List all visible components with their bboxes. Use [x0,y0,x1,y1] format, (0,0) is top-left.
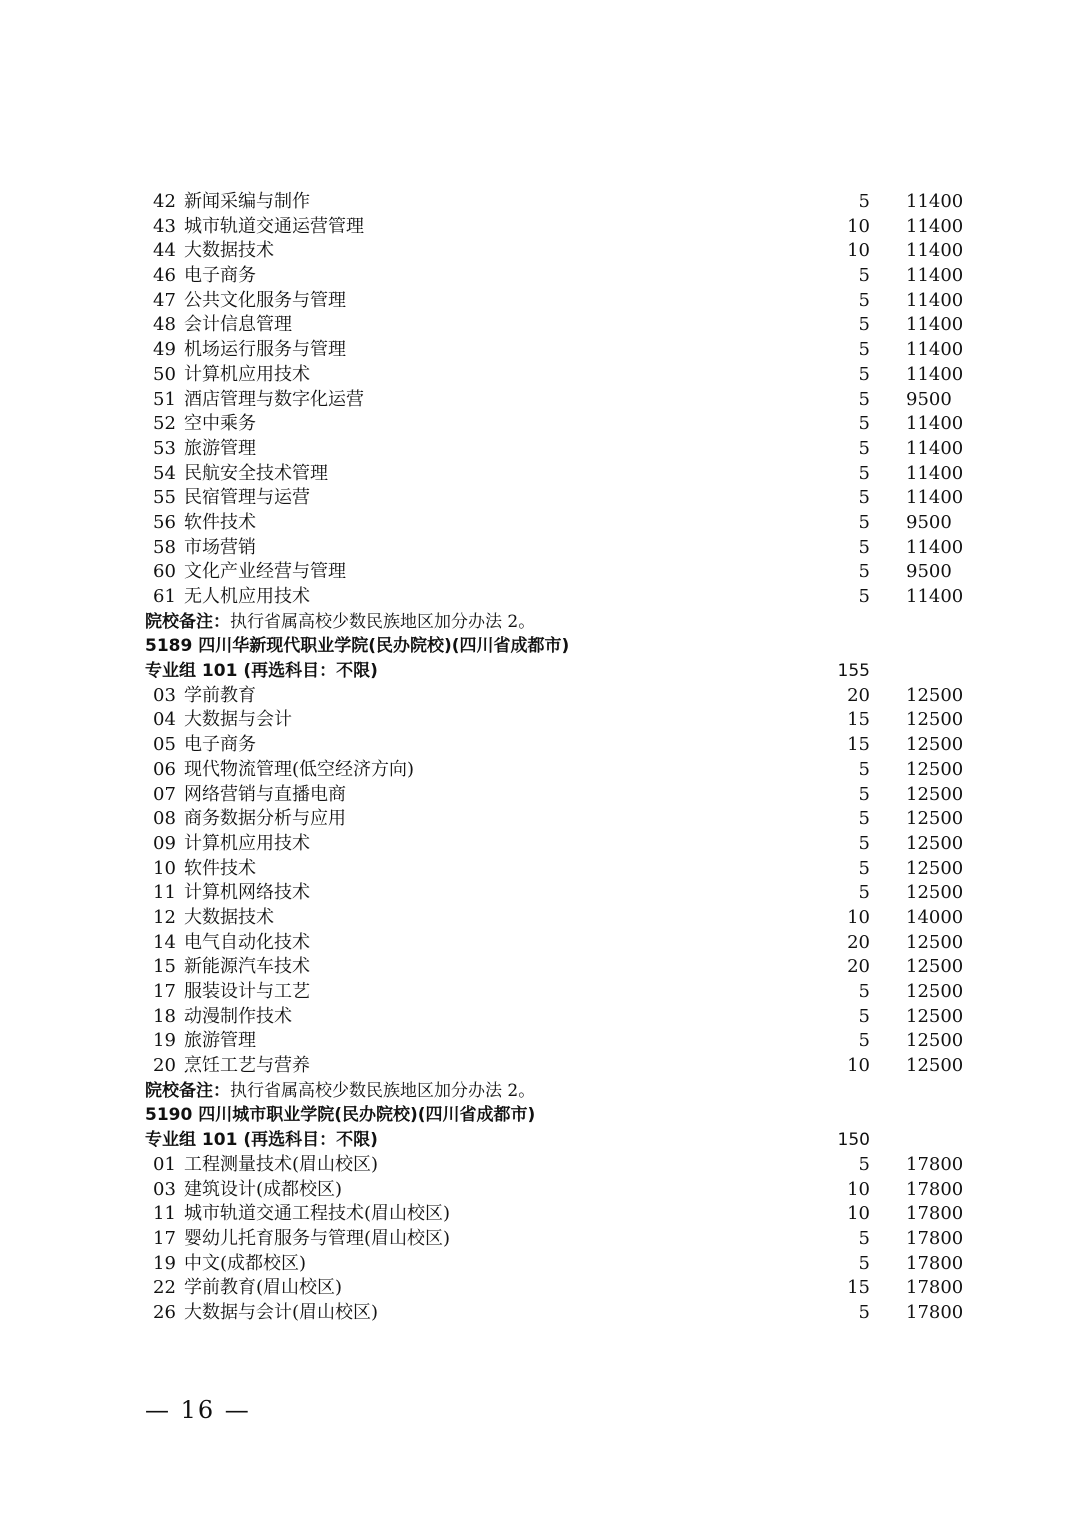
major-row [0,388,1080,413]
major-row [0,955,1080,980]
plan-count: 5 [858,1153,870,1175]
block-5190-majors [0,1153,1080,1326]
plan-count: 5 [858,857,870,879]
note-label: 院校备注： [145,611,230,632]
plan-count: 5 [858,981,870,1002]
major-row [0,560,1080,585]
page-number: — 16 — [145,1396,251,1424]
tuition-fee: 12500 [906,1030,964,1052]
major-row [0,1301,1080,1326]
note-label: 院校备注： [145,1080,230,1101]
school-note [0,610,1080,635]
tuition-fee: 12500 [906,931,964,953]
major-row [0,1054,1080,1079]
plan-count: 10 [847,1178,870,1200]
major-code: 42 [153,191,176,212]
major-row [0,1252,1080,1277]
major-row [0,239,1080,264]
major-name: 旅游管理 [184,437,256,459]
major-code: 54 [153,462,176,484]
major-code: 18 [153,1005,176,1027]
major-row [0,1202,1080,1227]
major-name: 软件技术 [184,511,256,533]
tuition-fee: 9500 [906,561,952,583]
major-row [0,807,1080,832]
major-name: 大数据技术 [184,240,274,262]
plan-count: 5 [858,536,870,558]
tuition-fee: 12500 [906,882,964,904]
major-row [0,832,1080,857]
major-row [0,758,1080,783]
major-name: 建筑设计(成都校区) [184,1178,343,1200]
plan-count: 5 [858,1227,870,1249]
major-name: 文化产业经营与管理 [184,561,346,583]
plan-count: 5 [858,1005,870,1027]
major-code: 46 [153,265,176,287]
major-name: 电气自动化技术 [184,931,310,953]
tuition-fee: 12500 [906,783,964,805]
major-name: 中文(成都校区) [184,1252,307,1274]
plan-count: 5 [858,758,870,780]
tuition-fee: 11400 [906,413,964,435]
plan-count: 20 [847,931,870,953]
tuition-fee: 12500 [906,1055,964,1077]
tuition-fee: 12500 [906,1005,964,1027]
major-row [0,1153,1080,1178]
plan-count: 5 [858,462,870,484]
tuition-fee: 11400 [906,215,964,237]
major-code: 26 [153,1301,176,1323]
tuition-fee: 11400 [906,289,964,311]
plan-count: 5 [858,882,870,904]
major-code: 03 [153,1178,176,1200]
plan-count: 15 [847,1277,870,1299]
major-row [0,1005,1080,1030]
major-row [0,708,1080,733]
tuition-fee: 11400 [906,191,964,212]
major-code: 19 [153,1030,176,1052]
group-total: 150 [837,1130,870,1151]
major-code: 14 [153,931,176,953]
major-row [0,881,1080,906]
tuition-fee: 11400 [906,363,964,385]
tuition-fee: 11400 [906,437,964,459]
major-name: 计算机应用技术 [184,363,310,385]
tuition-fee: 11400 [906,487,964,509]
plan-count: 10 [847,240,870,262]
major-row [0,783,1080,808]
plan-count: 5 [858,413,870,435]
plan-count: 20 [847,956,870,978]
major-code: 11 [153,882,176,904]
major-code: 48 [153,314,176,336]
major-code: 58 [153,536,176,558]
major-code: 43 [153,215,176,237]
tuition-fee: 12500 [906,684,964,706]
school-note [0,1079,1080,1104]
plan-count: 5 [858,289,870,311]
plan-count: 5 [858,808,870,830]
major-name: 大数据与会计 [184,709,292,731]
major-group-header [0,1128,1080,1153]
plan-count: 5 [858,511,870,533]
major-row [0,511,1080,536]
major-row [0,536,1080,561]
major-code: 08 [153,808,176,830]
tuition-fee: 17800 [906,1301,964,1323]
major-name: 机场运行服务与管理 [184,339,346,361]
block-5189-majors [0,684,1080,1079]
major-name: 电子商务 [184,734,256,756]
plan-count: 5 [858,314,870,336]
major-code: 56 [153,511,176,533]
major-row [0,437,1080,462]
major-code: 20 [153,1055,176,1077]
plan-count: 5 [858,832,870,854]
tuition-fee: 11400 [906,339,964,361]
tuition-fee: 14000 [906,906,964,928]
tuition-fee: 12500 [906,956,964,978]
major-code: 01 [153,1153,176,1175]
tuition-fee: 9500 [906,388,952,410]
major-name: 大数据技术 [184,906,274,928]
major-row [0,264,1080,289]
plan-count: 5 [858,437,870,459]
tuition-fee: 11400 [906,265,964,287]
major-name: 民宿管理与运营 [184,487,310,509]
major-name: 旅游管理 [184,1030,256,1052]
major-code: 50 [153,363,176,385]
major-row [0,486,1080,511]
major-name: 城市轨道交通工程技术(眉山校区) [184,1203,451,1225]
major-row [0,1178,1080,1203]
plan-count: 10 [847,1055,870,1077]
major-row [0,906,1080,931]
major-name: 烹饪工艺与营养 [184,1055,310,1077]
major-code: 47 [153,289,176,311]
group-label: 专业组 101 (再选科目：不限) [145,1130,378,1151]
plan-count: 15 [847,734,870,756]
major-name: 会计信息管理 [184,314,292,336]
school-header [0,634,1080,659]
major-name: 空中乘务 [184,413,256,435]
major-code: 12 [153,906,176,928]
major-code: 19 [153,1252,176,1274]
plan-count: 5 [858,265,870,287]
major-row [0,980,1080,1005]
tuition-fee: 12500 [906,758,964,780]
plan-count: 5 [858,783,870,805]
major-row [0,857,1080,882]
plan-count: 5 [858,1301,870,1323]
major-row [0,462,1080,487]
tuition-fee: 12500 [906,709,964,731]
major-name: 电子商务 [184,265,256,287]
major-row [0,1227,1080,1252]
major-row [0,1276,1080,1301]
tuition-fee: 17800 [906,1203,964,1225]
tuition-fee: 17800 [906,1277,964,1299]
major-row [0,1029,1080,1054]
plan-count: 10 [847,1203,870,1225]
plan-count: 5 [858,339,870,361]
tuition-fee: 12500 [906,734,964,756]
plan-count: 5 [858,487,870,509]
plan-count: 5 [858,388,870,410]
major-code: 53 [153,437,176,459]
major-row [0,733,1080,758]
major-name: 现代物流管理(低空经济方向) [184,758,415,780]
major-code: 49 [153,339,176,361]
major-name: 无人机应用技术 [184,586,310,607]
tuition-fee: 12500 [906,857,964,879]
tuition-fee: 9500 [906,511,952,533]
major-name: 大数据与会计(眉山校区) [184,1301,379,1323]
major-code: 11 [153,1203,176,1225]
major-row [0,289,1080,314]
plan-count: 5 [858,586,870,607]
major-code: 61 [153,586,176,607]
major-name: 动漫制作技术 [184,1005,292,1027]
major-code: 55 [153,487,176,509]
plan-count: 5 [858,191,870,212]
major-name: 学前教育(眉山校区) [184,1277,343,1299]
major-code: 06 [153,758,176,780]
plan-count: 5 [858,363,870,385]
major-code: 04 [153,709,176,731]
major-group-header [0,659,1080,684]
school-title: 5189 四川华新现代职业学院(民办院校)(四川省成都市) [145,636,570,657]
major-name: 计算机网络技术 [184,882,310,904]
major-name: 新能源汽车技术 [184,956,310,978]
tuition-fee: 12500 [906,832,964,854]
major-row [0,190,1080,215]
major-code: 52 [153,413,176,435]
major-code: 03 [153,684,176,706]
tuition-fee: 12500 [906,981,964,1002]
tuition-fee: 17800 [906,1252,964,1274]
major-name: 网络营销与直播电商 [184,783,346,805]
major-row [0,363,1080,388]
major-code: 10 [153,857,176,879]
major-row [0,338,1080,363]
tuition-fee: 11400 [906,240,964,262]
tuition-fee: 11400 [906,586,964,607]
major-name: 婴幼儿托育服务与管理(眉山校区) [184,1227,451,1249]
tuition-fee: 17800 [906,1178,964,1200]
major-row [0,931,1080,956]
note-text: 执行省属高校少数民族地区加分办法 2。 [230,611,536,632]
school-title: 5190 四川城市职业学院(民办院校)(四川省成都市) [145,1105,536,1126]
major-name: 公共文化服务与管理 [184,289,346,311]
major-row [0,585,1080,610]
major-row [0,412,1080,437]
major-name: 市场营销 [184,536,256,558]
plan-count: 10 [847,215,870,237]
major-code: 60 [153,561,176,583]
note-text: 执行省属高校少数民族地区加分办法 2。 [230,1080,536,1101]
major-name: 计算机应用技术 [184,832,310,854]
major-name: 城市轨道交通运营管理 [184,215,364,237]
major-name: 学前教育 [184,684,256,706]
major-row [0,684,1080,709]
major-code: 17 [153,981,176,1002]
tuition-fee: 12500 [906,808,964,830]
tuition-fee: 17800 [906,1227,964,1249]
major-code: 51 [153,388,176,410]
plan-count: 15 [847,709,870,731]
school-header [0,1103,1080,1128]
tuition-fee: 11400 [906,536,964,558]
major-code: 17 [153,1227,176,1249]
plan-count: 5 [858,1030,870,1052]
major-name: 民航安全技术管理 [184,462,328,484]
major-code: 09 [153,832,176,854]
plan-count: 10 [847,906,870,928]
block-5188-continued [0,190,1080,610]
major-name: 服装设计与工艺 [184,981,310,1002]
major-row [0,313,1080,338]
major-code: 22 [153,1277,176,1299]
tuition-fee: 17800 [906,1153,964,1175]
major-code: 05 [153,734,176,756]
tuition-fee: 11400 [906,314,964,336]
major-name: 酒店管理与数字化运营 [184,388,364,410]
plan-count: 5 [858,1252,870,1274]
major-name: 工程测量技术(眉山校区) [184,1153,379,1175]
major-code: 44 [153,240,176,262]
major-name: 商务数据分析与应用 [184,808,346,830]
plan-count: 20 [847,684,870,706]
group-total: 155 [837,661,870,682]
tuition-fee: 11400 [906,462,964,484]
major-name: 新闻采编与制作 [184,191,310,212]
plan-count: 5 [858,561,870,583]
major-name: 软件技术 [184,857,256,879]
major-code: 07 [153,783,176,805]
major-code: 15 [153,956,176,978]
group-label: 专业组 101 (再选科目：不限) [145,661,378,682]
enrollment-table [0,190,1080,1326]
major-row [0,215,1080,240]
